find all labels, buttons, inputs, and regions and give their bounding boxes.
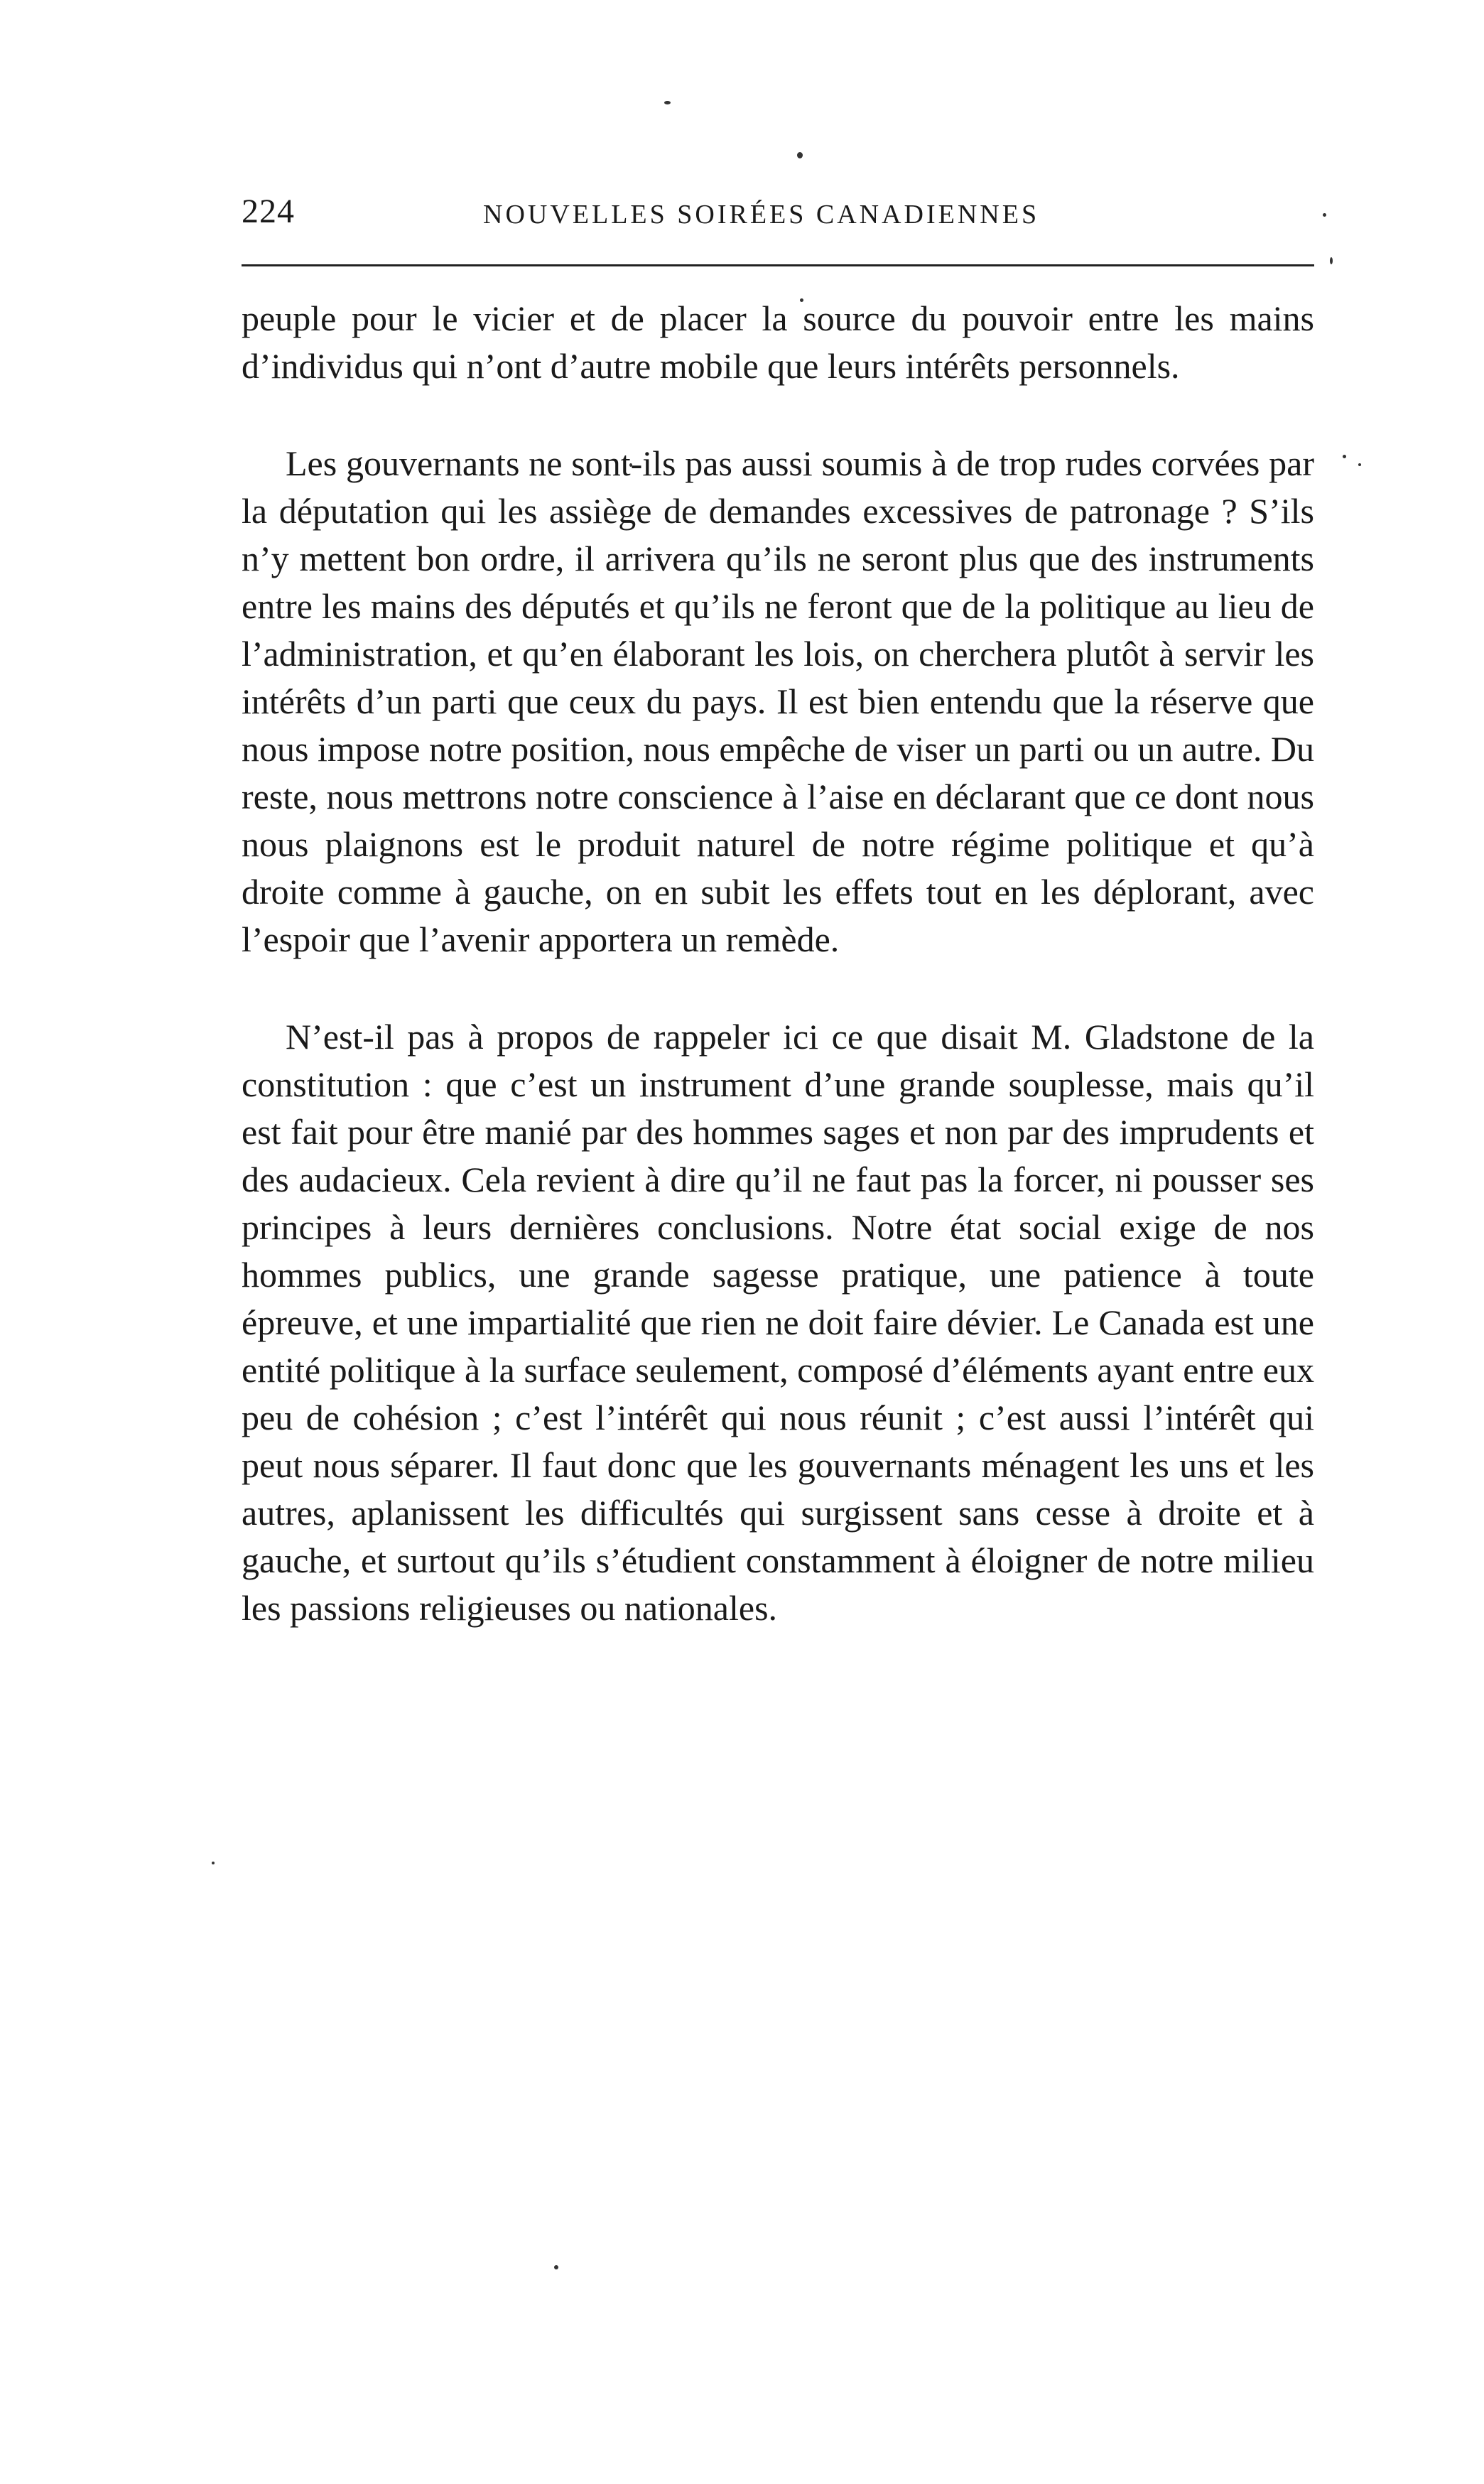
scan-speck <box>664 101 671 104</box>
scan-speck <box>554 2265 558 2269</box>
scan-speck <box>1343 455 1346 458</box>
scan-speck <box>212 1862 215 1864</box>
body-text <box>242 295 1314 1632</box>
page-number: 224 <box>242 193 295 230</box>
scan-speck <box>1323 213 1326 217</box>
page-header <box>242 192 1314 242</box>
scan-speck <box>797 152 803 158</box>
scan-speck <box>1358 463 1361 466</box>
running-title: NOUVELLES SOIRÉES CANADIENNES <box>483 200 1040 230</box>
scan-speck <box>1330 257 1333 264</box>
paragraph-3: N’est-il pas à propos de rappeler ici ce que disait M. Gladstone de la constitution : que c’est un instrument d’une grande souplesse, mais qu’il est fait pour être manié par des hommes sages et non par des imprudents et des audacieux. Cela revient à dire qu’il ne faut pas la forcer, ni pousser ses principes à leurs dernières conclusions. Notre état social exige de nos hommes publics, une grande sagesse pratique, une patience à toute épreuve, et une impartialité que rien ne doit faire dévier. Le Canada est une entité politique à la surface seulement, composé d’éléments ayant entre eux peu de cohésion ; c’est l’intérêt qui nous réunit ; c’est aussi l’intérêt qui peut nous séparer. Il faut donc que les gouvernants ménagent les uns et les autres, aplanissent les difficultés qui surgissent sans cesse à droite et à gauche, et surtout qu’ils s’étudient constamment à éloigner de notre milieu les passions religieuses ou nationales. <box>242 1017 1314 1628</box>
paragraph-2: Les gouvernants ne sont-ils pas aussi soumis à de trop rudes corvées par la députation qui les assiège de demandes excessives de patronage ? S’ils n’y mettent bon ordre, il arrivera qu’ils ne seront plus que des instruments entre les mains des députés et qu’ils ne feront que de la politique au lieu de l’administration, et qu’en élaborant les lois, on cherchera plutôt à servir les intérêts d’un parti que ceux du pays. Il est bien entendu que la réserve que nous impose notre position, nous empêche de viser un parti ou un autre. Du reste, nous mettrons notre conscience à l’aise en déclarant que ce dont nous nous plaignons est le produit naturel de notre régime politique et qu’à droite comme à gauche, on en subit les effets tout en les déplorant, avec l’espoir que l’avenir apportera un remède. <box>242 443 1314 959</box>
paragraph-1: peuple pour le vicier et de placer la source du pouvoir entre les mains d’individus qui n’ont d’autre mobile que leurs intérêts personnels. <box>242 298 1314 386</box>
header-rule <box>242 264 1314 266</box>
